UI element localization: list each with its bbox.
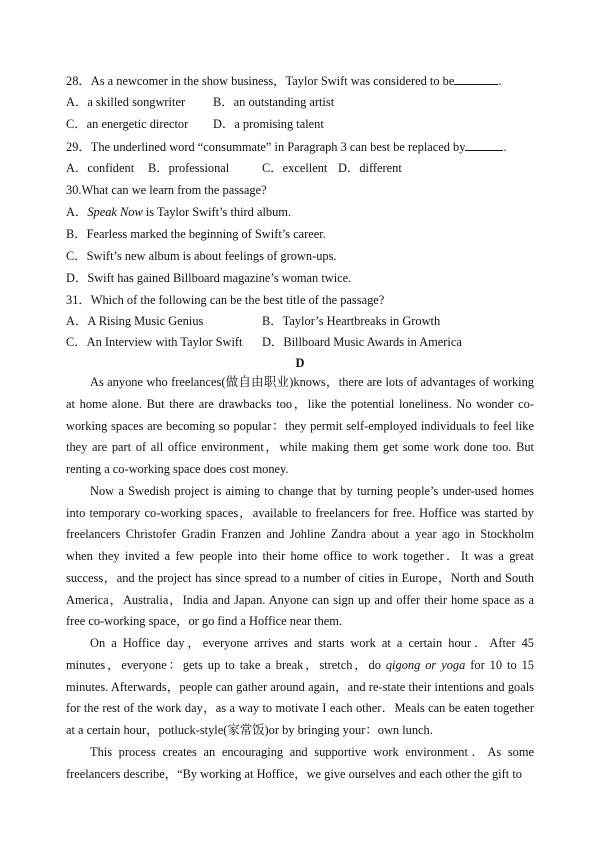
passage-d-body (66, 372, 534, 785)
question-29-option-d: D．different (338, 161, 402, 175)
question-31-option-a: A．A Rising Music Genius (66, 314, 204, 328)
question-28-option-b: B．an outstanding artist (213, 95, 335, 109)
question-29-stem: 29．The underlined word “consummate” in Paragraph 3 can best be replaced by . (66, 140, 507, 154)
question-29-option-c: C．excellent (262, 161, 328, 175)
question-30-option-b: B．Fearless marked the beginning of Swift’s career. (66, 227, 326, 241)
question-28-text: 28．As a newcomer in the show business，Taylor Swift was considered to be (66, 74, 455, 88)
question-30-option-c: C．Swift’s new album is about feelings of grown-ups. (66, 249, 337, 263)
question-29-text: 29．The underlined word “consummate” in Paragraph 3 can best be replaced by (66, 140, 466, 154)
question-28-option-d: D．a promising talent (213, 117, 324, 131)
question-31-stem: 31．Which of the following can be the best title of the passage? (66, 293, 385, 307)
answer-blank (454, 73, 498, 85)
question-28-stem: 28．As a newcomer in the show business，Taylor Swift was considered to be . (66, 74, 502, 88)
passage-paragraph-2: Now a Swedish project is aiming to change that by turning people’s under-used homes into temporary co-working spaces，available to freelancers for free. Hoffice was started by freelancers Christofer Gradin Franzen and Johline Zandra about a year ago in Stockholm when they invited a few people into their home office to work together．It was a great success，and the project has since spread to a number of cities in Europe，North and South America，Australia，India and Japan. Anyone can sign up and offer their home space as a free co-working space，or go find a Hoffice near them. (66, 483, 534, 629)
passage-heading: D (295, 356, 305, 370)
answer-blank (465, 139, 503, 151)
question-31-option-c: C．An Interview with Taylor Swift (66, 335, 243, 349)
question-28-option-a: A．a skilled songwriter (66, 95, 186, 109)
question-29-option-b: B．professional (148, 161, 230, 175)
passage-paragraph-1: As anyone who freelances(做自由职业)knows，there are lots of advantages of working at home alone. But there are drawbacks too，like the potential loneliness. No wonder co-working spaces are becoming so popular：they permit self-employed individuals to feel like they are part of all office environment，while making them get some work done too. But renting a co-working space does cost money. (66, 375, 534, 476)
question-30-option-d: D．Swift has gained Billboard magazine’s woman twice. (66, 271, 352, 285)
exercise-names: qigong or yoga (385, 657, 466, 672)
question-30-option-a: A．Speak Now is Taylor Swift’s third album. (66, 205, 292, 219)
question-30-stem: 30.What can we learn from the passage? (66, 183, 267, 197)
question-31-option-d: D．Billboard Music Awards in America (262, 335, 462, 349)
question-29-option-a: A．confident (66, 161, 135, 175)
passage-paragraph-3: On a Hoffice day，everyone arrives and starts work at a certain hour．After 45 minutes，everyone：gets up to take a break，stretch，do qigong or yoga for 10 to 15 minutes. Afterwards，people can gather around again，and re-state their intentions and goals for the rest of the work day，as a way to motivate I each other．Meals can be eaten together at a certain hour，potluck-style(家常饭)or by bringing your：own lunch. (66, 636, 534, 737)
album-title: Speak Now (87, 205, 143, 219)
question-28-option-c: C．an energetic director (66, 117, 189, 131)
question-31-option-b: B．Taylor’s Heartbreaks in Growth (262, 314, 441, 328)
passage-paragraph-4: This process creates an encouraging and supportive work environment．As some freelancers describe，“By working at Hoffice，we give ourselves and each other the gift to (66, 744, 534, 781)
